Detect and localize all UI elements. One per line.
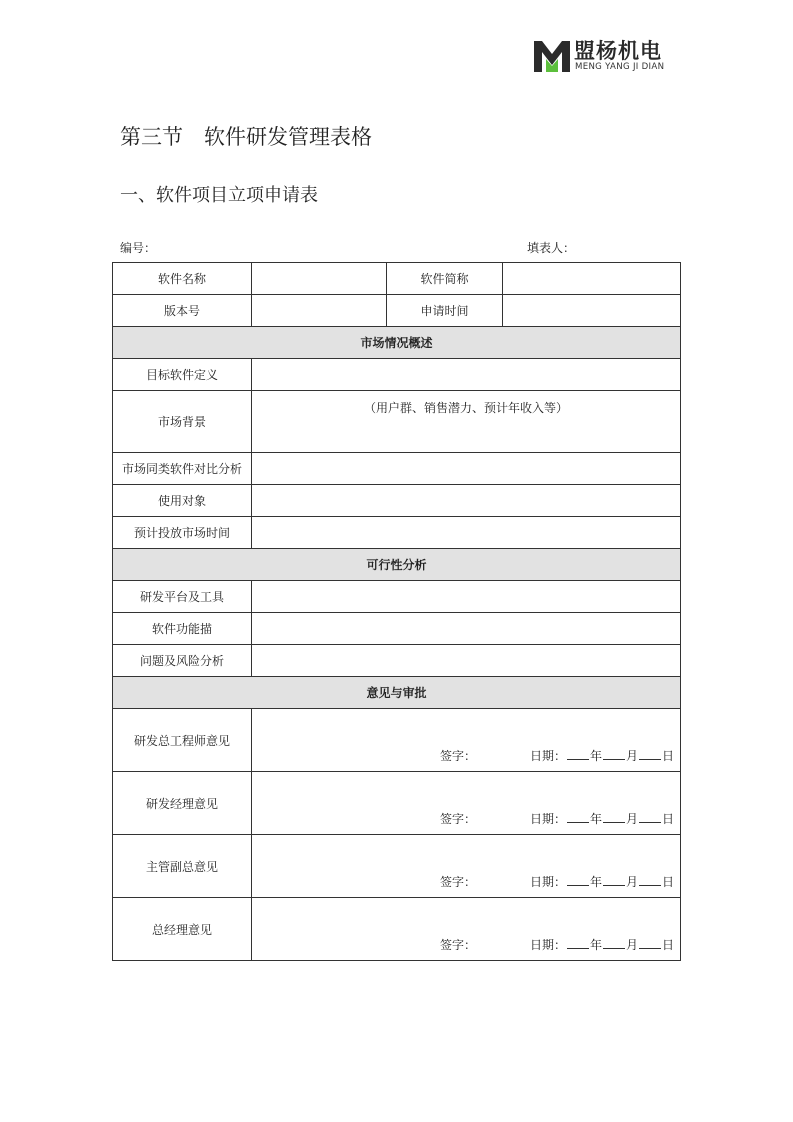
software-name-field[interactable] [252, 263, 387, 295]
feasibility-section-header: 可行性分析 [113, 549, 681, 581]
chief-engineer-opinion-label: 研发总工程师意见 [113, 709, 252, 772]
apply-time-field[interactable] [503, 295, 681, 327]
day-blank[interactable] [639, 810, 661, 823]
software-abbr-field[interactable] [503, 263, 681, 295]
year-blank[interactable] [567, 873, 589, 886]
day-blank[interactable] [639, 873, 661, 886]
sign-label: 签字： [440, 875, 477, 889]
month-blank[interactable] [603, 936, 625, 949]
date-line: 日期： 年 月 日 [529, 875, 674, 889]
day-blank[interactable] [639, 747, 661, 760]
logo-chinese-name: 盟杨机电 [574, 39, 662, 63]
launch-time-label: 预计投放市场时间 [113, 517, 252, 549]
market-background-hint: （用户群、销售潜力、预计年收入等） [363, 401, 568, 415]
year-blank[interactable] [567, 810, 589, 823]
sign-label: 签字： [440, 749, 477, 763]
platform-tools-field[interactable] [252, 581, 681, 613]
risk-analysis-field[interactable] [252, 645, 681, 677]
market-background-field[interactable] [252, 391, 681, 453]
approval-section-header: 意见与审批 [113, 677, 681, 709]
target-definition-field[interactable] [252, 359, 681, 391]
software-name-label: 软件名称 [113, 263, 252, 295]
dev-manager-opinion-field[interactable] [252, 772, 681, 835]
filler-label: 填表人： [527, 241, 576, 255]
platform-tools-label: 研发平台及工具 [113, 581, 252, 613]
year-blank[interactable] [567, 936, 589, 949]
risk-analysis-label: 问题及风险分析 [113, 645, 252, 677]
vice-president-opinion-field[interactable] [252, 835, 681, 898]
day-blank[interactable] [639, 936, 661, 949]
market-background-label: 市场背景 [113, 391, 252, 453]
section-title: 第三节 软件研发管理表格 [120, 125, 372, 149]
competitor-analysis-label: 市场同类软件对比分析 [113, 453, 252, 485]
launch-time-field[interactable] [252, 517, 681, 549]
target-users-label: 使用对象 [113, 485, 252, 517]
apply-time-label: 申请时间 [387, 295, 503, 327]
date-line: 日期： 年 月 日 [529, 749, 674, 763]
sign-label: 签字： [440, 938, 477, 952]
year-blank[interactable] [567, 747, 589, 760]
function-description-label: 软件功能描 [113, 613, 252, 645]
chief-engineer-opinion-field[interactable] [252, 709, 681, 772]
month-blank[interactable] [603, 873, 625, 886]
form-title: 一、软件项目立项申请表 [120, 185, 318, 206]
function-description-field[interactable] [252, 613, 681, 645]
general-manager-opinion-field[interactable] [252, 898, 681, 961]
market-section-header: 市场情况概述 [113, 327, 681, 359]
sign-label: 签字： [440, 812, 477, 826]
target-definition-label: 目标软件定义 [113, 359, 252, 391]
logo-english-name: MENG YANG JI DIAN [575, 62, 665, 72]
project-application-form [112, 262, 681, 961]
number-label: 编号： [120, 241, 157, 255]
logo-m-icon [534, 38, 570, 74]
vice-president-opinion-label: 主管副总意见 [113, 835, 252, 898]
version-field[interactable] [252, 295, 387, 327]
dev-manager-opinion-label: 研发经理意见 [113, 772, 252, 835]
month-blank[interactable] [603, 810, 625, 823]
date-line: 日期： 年 月 日 [529, 812, 674, 826]
software-abbr-label: 软件简称 [387, 263, 503, 295]
month-blank[interactable] [603, 747, 625, 760]
date-line: 日期： 年 月 日 [529, 938, 674, 952]
general-manager-opinion-label: 总经理意见 [113, 898, 252, 961]
version-label: 版本号 [113, 295, 252, 327]
competitor-analysis-field[interactable] [252, 453, 681, 485]
target-users-field[interactable] [252, 485, 681, 517]
